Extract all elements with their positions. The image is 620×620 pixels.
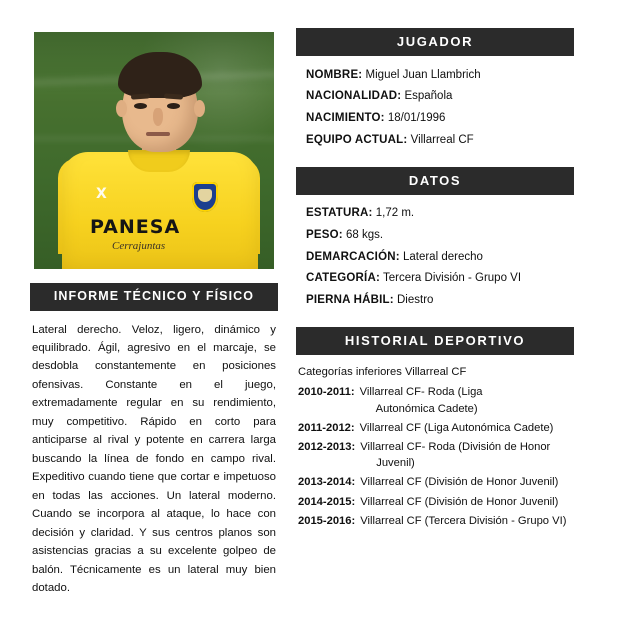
- history-club-line1: Villarreal CF- Roda (División de Honor: [360, 440, 551, 453]
- info-row: [306, 64, 564, 86]
- info-row: [306, 268, 564, 290]
- history-club: [360, 420, 572, 436]
- list-item: [298, 420, 572, 436]
- info-value: 1,72 m.: [375, 207, 415, 220]
- section-header-player: JUGADOR: [296, 28, 574, 56]
- report-text: Lateral derecho. Veloz, ligero, dinámico y equilibrado. Ágil, agresivo en el marcaje, se desdobla constantemente en posiciones ofensivas. Constante en el juego, extremadamente regular en su rendimiento, muy competitivo. Rápido en corto para anticiparse al rival y potente en carrera larga buscando la línea de fondo en campo rival. Expeditivo cuando tiene que cortar e impetuoso en todas las acciones. Un lateral moderno. Cuando se incorpora al ataque, lo hace con decisión y claridad. Y sus centros planos son asistencias gracias a su excelente golpeo de balón. Técnicamente es un lateral muy bien dotado.: [32, 323, 276, 595]
- player-figure: [56, 40, 262, 269]
- history-club-line1: Villarreal CF (División de Honor Juvenil): [360, 495, 559, 508]
- info-value: Española: [404, 90, 453, 103]
- club-badge-icon: [192, 182, 218, 212]
- shirt-sponsor-subtext: Cerrajuntas: [112, 240, 166, 252]
- mouth: [146, 132, 170, 136]
- history-season: 2010-2011:: [298, 386, 355, 399]
- history-season: 2015-2016:: [298, 514, 356, 527]
- info-row: [306, 289, 564, 311]
- eye-left: [134, 103, 147, 109]
- info-row: [306, 86, 564, 108]
- history-club-line2: Juvenil): [376, 457, 415, 470]
- info-key: EQUIPO ACTUAL:: [306, 133, 408, 146]
- history-season: 2013-2014:: [298, 476, 356, 489]
- info-key: CATEGORÍA:: [306, 272, 380, 285]
- hair: [118, 52, 202, 98]
- info-value: 68 kgs.: [346, 228, 384, 241]
- history-club: [360, 384, 572, 416]
- info-value: 18/01/1996: [387, 111, 446, 124]
- nose: [153, 108, 163, 126]
- info-value: Diestro: [397, 293, 434, 306]
- ear-right: [194, 100, 205, 117]
- spacer-right-1: [296, 157, 574, 167]
- info-key: PESO:: [306, 228, 343, 241]
- history-season: 2011-2012:: [298, 421, 355, 434]
- player-photo: [30, 28, 278, 273]
- section-header-report: INFORME TÉCNICO Y FÍSICO: [30, 283, 278, 311]
- history-club-line1: Villarreal CF (Liga Autonómica Cadete): [359, 421, 554, 434]
- history-list: [296, 355, 574, 529]
- history-club-line1: Villarreal CF (Tercera División - Grupo VI): [360, 514, 567, 527]
- list-item: [298, 474, 572, 490]
- list-item: [298, 494, 572, 510]
- left-column: [30, 28, 278, 598]
- history-season: 2014-2015:: [298, 495, 356, 508]
- list-item: [298, 439, 572, 471]
- info-key: ESTATURA:: [306, 207, 373, 220]
- brand-logo-icon: X: [96, 186, 107, 202]
- info-key: PIERNA HÁBIL:: [306, 293, 394, 306]
- info-value: Lateral derecho: [402, 250, 483, 263]
- info-key: NACIONALIDAD:: [306, 90, 402, 103]
- section-header-history: HISTORIAL DEPORTIVO: [296, 327, 574, 355]
- shirt-sponsor-text: PANESA: [90, 216, 181, 238]
- history-club-line1: Villarreal CF- Roda (Liga: [359, 386, 483, 399]
- info-value: Miguel Juan Llambrich: [365, 68, 481, 81]
- section-header-datos: DATOS: [296, 167, 574, 195]
- right-column: [296, 28, 574, 532]
- info-row: [306, 107, 564, 129]
- history-club-line1: Villarreal CF (División de Honor Juvenil): [360, 476, 559, 489]
- info-row: [306, 224, 564, 246]
- info-key: DEMARCACIÓN:: [306, 250, 400, 263]
- history-club: [360, 439, 572, 471]
- info-value: Villarreal CF: [410, 133, 474, 146]
- history-club-line2: Autonómica Cadete): [375, 402, 478, 415]
- ear-left: [116, 100, 127, 117]
- info-key: NACIMIENTO:: [306, 111, 385, 124]
- list-item: [298, 384, 572, 416]
- spacer-right-2: [296, 317, 574, 327]
- content-columns: [30, 28, 590, 598]
- info-value: Tercera División - Grupo VI: [382, 272, 522, 285]
- datos-info-block: [296, 195, 574, 317]
- info-row: [306, 129, 564, 151]
- eye-right: [167, 103, 180, 109]
- info-row: [306, 246, 564, 268]
- history-intro: Categorías inferiores Villarreal CF: [298, 366, 467, 379]
- photo-background: [34, 32, 274, 269]
- spacer-left-1: [30, 273, 278, 283]
- history-club: [360, 494, 572, 510]
- info-row: [306, 203, 564, 225]
- list-item: [298, 513, 572, 529]
- info-key: NOMBRE:: [306, 68, 363, 81]
- history-season: 2012-2013:: [298, 440, 356, 453]
- player-info-block: [296, 56, 574, 157]
- history-club: [360, 474, 572, 490]
- history-club: [360, 513, 572, 529]
